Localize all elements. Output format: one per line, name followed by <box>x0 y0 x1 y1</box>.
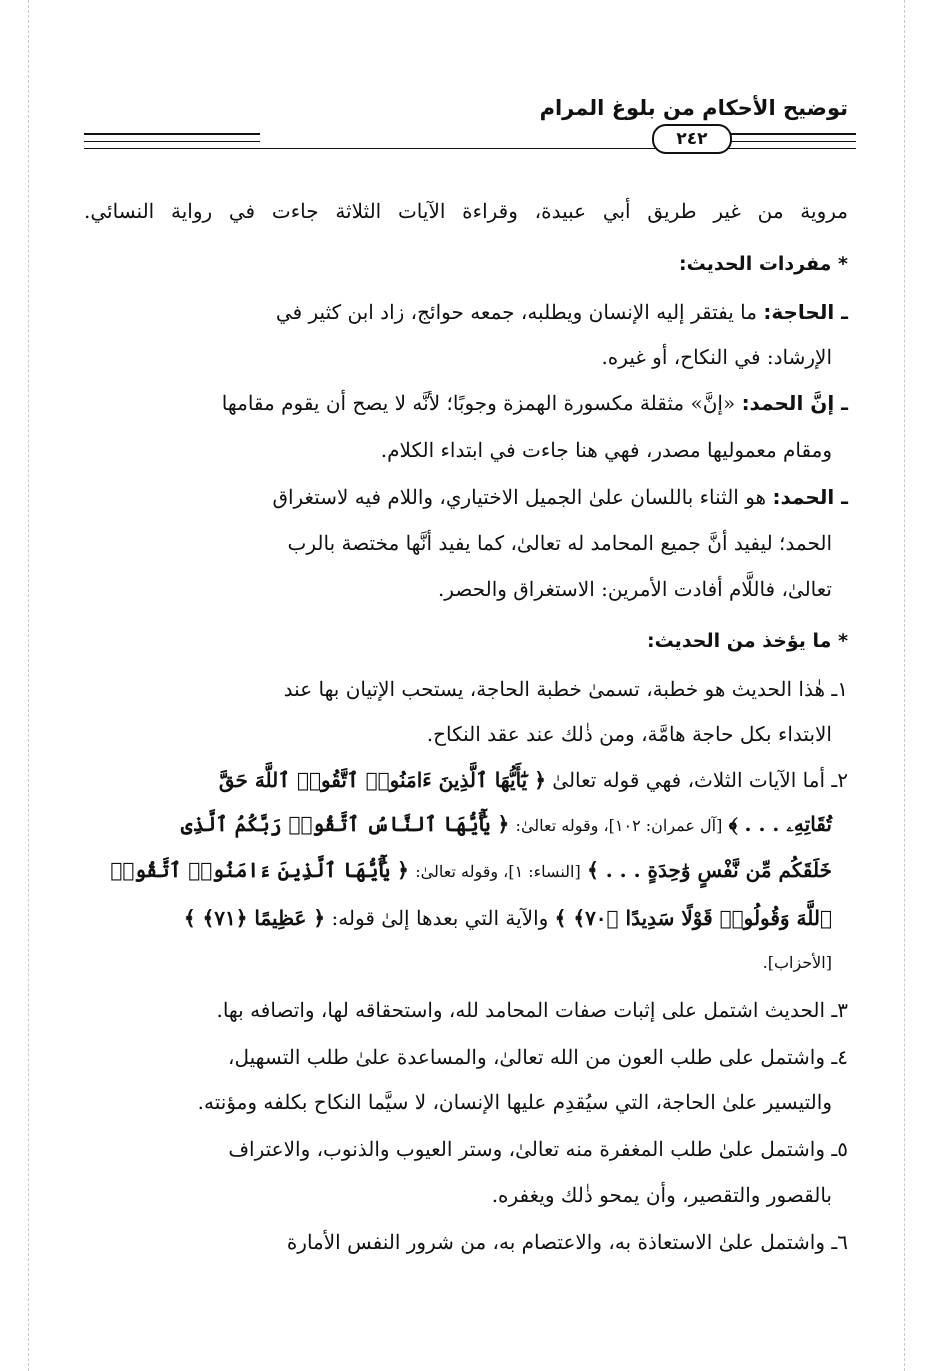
text-line: الابتداء بكل حاجة هامَّة، ومن ذٰلك عند عقد النكاح. <box>426 722 832 746</box>
term-label: ـ الحمد: <box>772 485 848 509</box>
running-title: توضيح الأحكام من بلوغ المرام <box>539 96 848 120</box>
quran-verse: تُقَاتِهِۦ . . . ﴾ <box>728 812 832 836</box>
text-line: ١ـ هٰذا الحديث هو خطبة، تسمىٰ خطبة الحاجة، يستحب الإتيان بها عند <box>283 677 848 701</box>
quran-verse: خَلَقَكُم مِّن نَّفْسٍ وَٰحِدَةٍ . . . ﴾ <box>587 858 832 882</box>
text-line <box>184 900 832 936</box>
text-line: ٣ـ الحديث اشتمل على إثبات صفات المحامد لله، واستحقاقه لها، واتصافه بها. <box>216 998 848 1022</box>
text-line: الحمد؛ ليفيد أنَّ جميع المحامد له تعالىٰ، كما يفيد أنَّها مختصة بالرب <box>287 531 832 555</box>
text-line: تعالىٰ، فاللَّام أفادت الأمرين: الاستغراق والحصر. <box>437 577 832 601</box>
quran-verse: ﴿ يَٰٓأَيُّهَا ٱلَّذِينَ ءَامَنُوا۟ ٱتَّقُوا۟ ٱللَّهَ حَقَّ <box>218 768 546 792</box>
text-line <box>181 806 832 842</box>
header-rule-left <box>84 133 260 142</box>
header-rule-right <box>728 133 856 142</box>
text-line: ومقام معموليها مصدر، فهي هنا جاءت في ابتداء الكلام. <box>380 438 832 462</box>
section-heading-vocabulary: * مفردات الحديث: <box>679 253 848 275</box>
text-line: والتيسير علىٰ الحاجة، التي سيُقدِم عليها الإنسان، لا سيَّما النكاح بكلفه ومؤنته. <box>197 1090 832 1114</box>
text-line <box>276 294 848 330</box>
quran-verse: ﴿ يَٰٓأَيُّهَا ٱلَّذِينَ ءَامَنُوا۟ ٱتَّقُوا۟ <box>110 858 409 882</box>
text-line: ٤ـ واشتمل على طلب العون من الله تعالىٰ، والمساعدة علىٰ طلب التسهيل، <box>228 1045 848 1069</box>
term-definition: «إنَّ» مثقلة مكسورة الهمزة وجوبًا؛ لأنَّه لا يصح أن يقوم مقامها <box>221 391 736 415</box>
text-line: ٥ـ واشتمل علىٰ طلب المغفرة منه تعالىٰ، وستر العيوب والذنوب، والاعتراف <box>228 1137 848 1161</box>
term-definition: ما يفتقر إليه الإنسان ويطلبه، جمعه حوائج، زاد ابن كثير في <box>275 300 757 324</box>
scan-margin-line-left <box>28 0 29 1371</box>
header-rule-lower <box>84 148 856 149</box>
lesson-text: ٢ـ أما الآيات الثلاث، فهي قوله تعالىٰ <box>552 768 848 792</box>
term-definition: هو الثناء باللسان علىٰ الجميل الاختياري، واللام فيه لاستغراق <box>272 485 767 509</box>
text-line: مروية من غير طريق أبي عبيدة، وقراءة الآيات الثلاثة جاءت في رواية النسائي. <box>84 199 848 223</box>
page-number: ٢٤٢ <box>652 124 732 154</box>
verse-reference: [آل عمران: ١٠٢]، وقوله تعالىٰ: <box>515 816 723 835</box>
verse-reference: [النساء: ١]، وقوله تعالىٰ: <box>415 862 581 881</box>
text-line <box>110 852 832 888</box>
quran-verse: ﴿ عَظِيمًا ﴿٧١﴾ ﴾ <box>183 906 326 930</box>
verse-reference: [الأحزاب]. <box>762 953 832 972</box>
text-line <box>219 762 848 798</box>
section-heading-lessons: * ما يؤخذ من الحديث: <box>646 630 848 652</box>
lesson-text: والآية التي بعدها إلىٰ قوله: <box>331 906 549 930</box>
text-line: بالقصور والتقصير، وأن يمحو ذٰلك ويغفره. <box>491 1183 832 1207</box>
text-line: ٦ـ واشتمل علىٰ الاستعاذة به، والاعتصام به، من شرور النفس الأمارة <box>286 1230 848 1254</box>
quran-verse: ﴿ يَٰٓأَيُّهَا ٱلنَّاسُ ٱتَّقُوا۟ رَبَّكُمُ ٱلَّذِى <box>180 812 510 836</box>
quran-verse: ٱللَّهَ وَقُولُوا۟ قَوْلًا سَدِيدًا ﴿٧٠﴾ ﴾ <box>554 906 832 930</box>
term-label: ـ الحاجة: <box>763 300 848 324</box>
term-label: ـ إنَّ الحمد: <box>741 391 848 415</box>
scan-margin-line-right <box>904 0 905 1371</box>
text-line <box>222 385 848 421</box>
text-line <box>272 479 848 515</box>
text-line: الإرشاد: في النكاح، أو غيره. <box>601 345 832 369</box>
